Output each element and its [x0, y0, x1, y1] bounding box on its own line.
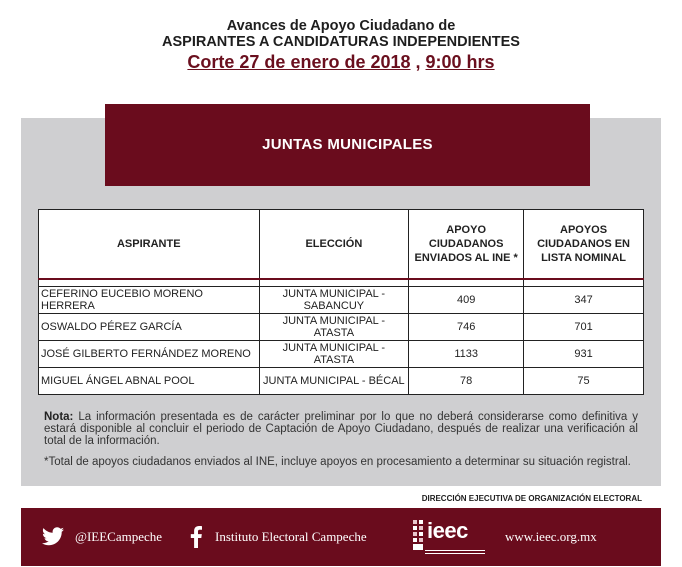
cell-enviados: 746	[409, 314, 524, 341]
cell-lista: 931	[524, 341, 644, 368]
cut-date	[0, 51, 682, 73]
results-table-wrapper	[38, 209, 644, 395]
cell-aspirante: MIGUEL ÁNGEL ABNAL POOL	[39, 368, 260, 395]
cell-aspirante: OSWALDO PÉREZ GARCÍA	[39, 314, 260, 341]
header-separator	[39, 279, 644, 287]
cell-eleccion: JUNTA MUNICIPAL - ATASTA	[259, 314, 409, 341]
direction-label: DIRECCIÓN EJECUTIVA DE ORGANIZACIÓN ELECTORAL	[421, 494, 642, 503]
table-row	[39, 368, 644, 395]
header-aspirante: ASPIRANTE	[39, 210, 260, 280]
twitter-link[interactable]	[41, 508, 162, 566]
ieec-logo	[411, 516, 491, 558]
website-url: www.ieec.org.mx	[505, 529, 597, 544]
results-table	[38, 209, 644, 395]
note-label: Nota:	[44, 411, 74, 423]
table-header-row	[39, 210, 644, 280]
cell-lista: 347	[524, 287, 644, 314]
section-banner: JUNTAS MUNICIPALES	[105, 104, 590, 186]
ieec-logo-text: ieec	[427, 518, 468, 543]
twitter-icon	[41, 527, 65, 547]
twitter-handle: @IEECampeche	[75, 529, 163, 544]
table-row	[39, 341, 644, 368]
header-enviados: APOYO CIUDADANOS ENVIADOS AL INE *	[409, 210, 524, 280]
cut-date-label: Corte 27 de enero de 2018	[187, 52, 411, 72]
facebook-link[interactable]	[189, 508, 367, 566]
note-paragraph	[44, 411, 638, 447]
cell-enviados: 1133	[409, 341, 524, 368]
cell-eleccion: JUNTA MUNICIPAL - ATASTA	[259, 341, 409, 368]
cell-aspirante: JOSÉ GILBERTO FERNÁNDEZ MORENO	[39, 341, 260, 368]
table-row	[39, 314, 644, 341]
cut-time: 9:00 hrs	[425, 52, 495, 72]
cut-separator: ,	[410, 52, 426, 72]
website-link[interactable]	[505, 508, 597, 566]
facebook-name: Instituto Electoral Campeche	[215, 529, 367, 544]
header-lista: APOYOS CIUDADANOS EN LISTA NOMINAL	[524, 210, 644, 280]
cell-aspirante: CEFERINO EUCEBIO MORENO HERRERA	[39, 287, 260, 314]
facebook-icon	[189, 526, 203, 548]
cell-enviados: 78	[409, 368, 524, 395]
report-header	[0, 18, 682, 73]
header-eleccion: ELECCIÓN	[259, 210, 409, 280]
footer-bar	[21, 508, 661, 566]
table-row	[39, 287, 644, 314]
cell-eleccion: JUNTA MUNICIPAL - BÉCAL	[259, 368, 409, 395]
title-line-2: ASPIRANTES A CANDIDATURAS INDEPENDIENTES	[162, 34, 520, 50]
note-text: La información presentada es de carácter preliminar por lo que no deberá considerarse como definitiva y estará disponible al concluir el periodo de Captación de Apoyo Ciudadano, después de realizar una verificación al total de la información.	[44, 411, 638, 447]
cell-eleccion: JUNTA MUNICIPAL - SABANCUY	[259, 287, 409, 314]
cell-enviados: 409	[409, 287, 524, 314]
cell-lista: 75	[524, 368, 644, 395]
cell-lista: 701	[524, 314, 644, 341]
footnote: *Total de apoyos ciudadanos enviados al INE, incluye apoyos en procesamiento a determinar su situación registral.	[44, 456, 631, 468]
title-line-1: Avances de Apoyo Ciudadano de	[226, 18, 456, 34]
